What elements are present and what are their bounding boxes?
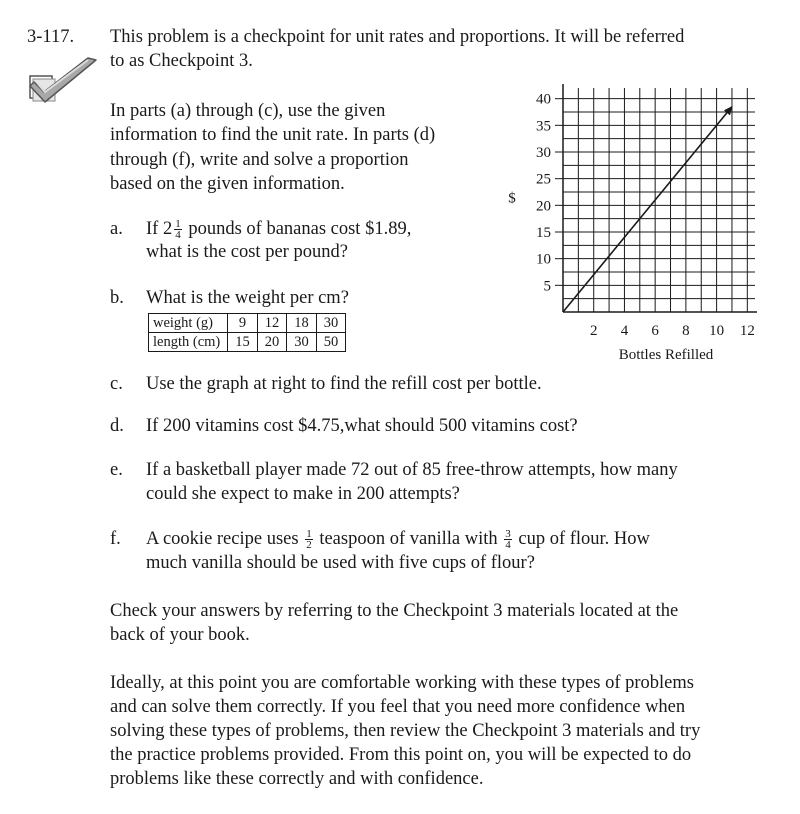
part-d-letter: d. bbox=[110, 416, 124, 436]
y-tick-label: 5 bbox=[543, 278, 551, 295]
table-row bbox=[149, 314, 346, 333]
part-c-letter: c. bbox=[110, 374, 123, 394]
part-e-line2: could she expect to make in 200 attempts? bbox=[146, 484, 460, 504]
part-a-line2: what is the cost per pound? bbox=[146, 242, 348, 262]
y-tick-label: 25 bbox=[536, 171, 551, 188]
instructions-line2: information to find the unit rate. In parts (d) bbox=[110, 125, 436, 145]
y-tick-label: 20 bbox=[536, 198, 551, 215]
table-cell: 12 bbox=[257, 314, 287, 333]
table-cell: 9 bbox=[228, 314, 258, 333]
y-tick-label: 35 bbox=[536, 118, 551, 135]
problem-intro-line2: to as Checkpoint 3. bbox=[110, 51, 253, 71]
x-tick-label: 2 bbox=[589, 323, 598, 339]
problem-number: 3-117. bbox=[27, 27, 75, 47]
x-tick-label: 8 bbox=[682, 323, 690, 339]
fraction-denominator: 4 bbox=[505, 539, 511, 552]
closing-p1-line2: back of your book. bbox=[110, 625, 250, 645]
x-tick-label: 6 bbox=[651, 323, 659, 339]
table-cell: 18 bbox=[287, 314, 317, 333]
closing-p2-line3: solving these types of problems, then review the Checkpoint 3 materials and try bbox=[110, 721, 701, 741]
table-row-label: length (cm) bbox=[149, 333, 228, 352]
part-f-line2: much vanilla should be used with five cups of flour? bbox=[146, 553, 535, 573]
table-cell: 50 bbox=[316, 333, 346, 352]
part-e-line1: If a basketball player made 72 out of 85 free-throw attempts, how many bbox=[146, 460, 678, 480]
part-f-text-post: cup of flour. How bbox=[513, 529, 650, 549]
checkmark-icon bbox=[24, 52, 104, 107]
weight-length-table bbox=[148, 313, 346, 352]
part-a-text-post: pounds of bananas cost $1.89, bbox=[183, 219, 412, 239]
closing-p2-line4: the practice problems provided. From this point on, you will be expected to do bbox=[110, 745, 692, 765]
table-cell: 20 bbox=[257, 333, 287, 352]
fraction-one-half bbox=[305, 529, 313, 550]
table-row bbox=[149, 333, 346, 352]
y-tick-label: 10 bbox=[536, 251, 551, 268]
y-tick-label: 15 bbox=[536, 225, 551, 241]
fraction-three-quarters bbox=[504, 529, 512, 550]
y-tick-label: 40 bbox=[536, 91, 551, 108]
part-f-text-pre: A cookie recipe uses bbox=[146, 529, 304, 549]
x-tick-label: 10 bbox=[709, 323, 725, 339]
table-cell: 30 bbox=[316, 314, 346, 333]
fraction-numerator: 1 bbox=[175, 218, 181, 231]
x-tick-label: 4 bbox=[620, 323, 629, 339]
fraction-numerator: 3 bbox=[505, 528, 511, 541]
series-line bbox=[563, 107, 732, 312]
fraction-numerator: 1 bbox=[306, 528, 312, 541]
closing-p2-line1: Ideally, at this point you are comfortable working with these types of problems bbox=[110, 673, 694, 693]
part-d-text: If 200 vitamins cost $4.75,what should 500 vitamins cost? bbox=[146, 416, 578, 436]
part-a-line1 bbox=[146, 217, 411, 241]
part-f-text-mid: teaspoon of vanilla with bbox=[314, 529, 503, 549]
fraction-denominator: 4 bbox=[175, 229, 181, 242]
part-e-letter: e. bbox=[110, 460, 123, 480]
table-cell: 15 bbox=[228, 333, 258, 352]
instructions-line1: In parts (a) through (c), use the given bbox=[110, 101, 386, 121]
bottles-refilled-chart bbox=[490, 80, 770, 370]
fraction-denominator: 2 bbox=[306, 539, 312, 552]
y-axis-label: $ bbox=[508, 190, 516, 207]
y-tick-label: 30 bbox=[536, 145, 551, 161]
fraction-one-quarter bbox=[174, 219, 182, 240]
closing-p1-line1: Check your answers by referring to the Checkpoint 3 materials located at the bbox=[110, 601, 679, 621]
part-b-letter: b. bbox=[110, 288, 124, 308]
part-a-letter: a. bbox=[110, 219, 123, 239]
part-f-line1 bbox=[146, 527, 650, 551]
part-a-text-pre: If 2 bbox=[146, 219, 173, 239]
instructions-line3: through (f), write and solve a proportion bbox=[110, 150, 409, 170]
part-b-text: What is the weight per cm? bbox=[146, 288, 349, 308]
problem-intro-line1: This problem is a checkpoint for unit rates and proportions. It will be referred bbox=[110, 27, 685, 47]
part-c-text: Use the graph at right to find the refill cost per bottle. bbox=[146, 374, 542, 394]
closing-p2-line5: problems like these correctly and with confidence. bbox=[110, 769, 484, 789]
part-f-letter: f. bbox=[110, 529, 121, 549]
table-cell: 30 bbox=[287, 333, 317, 352]
instructions-line4: based on the given information. bbox=[110, 174, 345, 194]
x-tick-label: 12 bbox=[739, 323, 755, 339]
closing-p2-line2: and can solve them correctly. If you feel that you need more confidence when bbox=[110, 697, 686, 717]
x-axis-label: Bottles Refilled bbox=[618, 347, 714, 363]
table-row-label: weight (g) bbox=[149, 314, 228, 333]
